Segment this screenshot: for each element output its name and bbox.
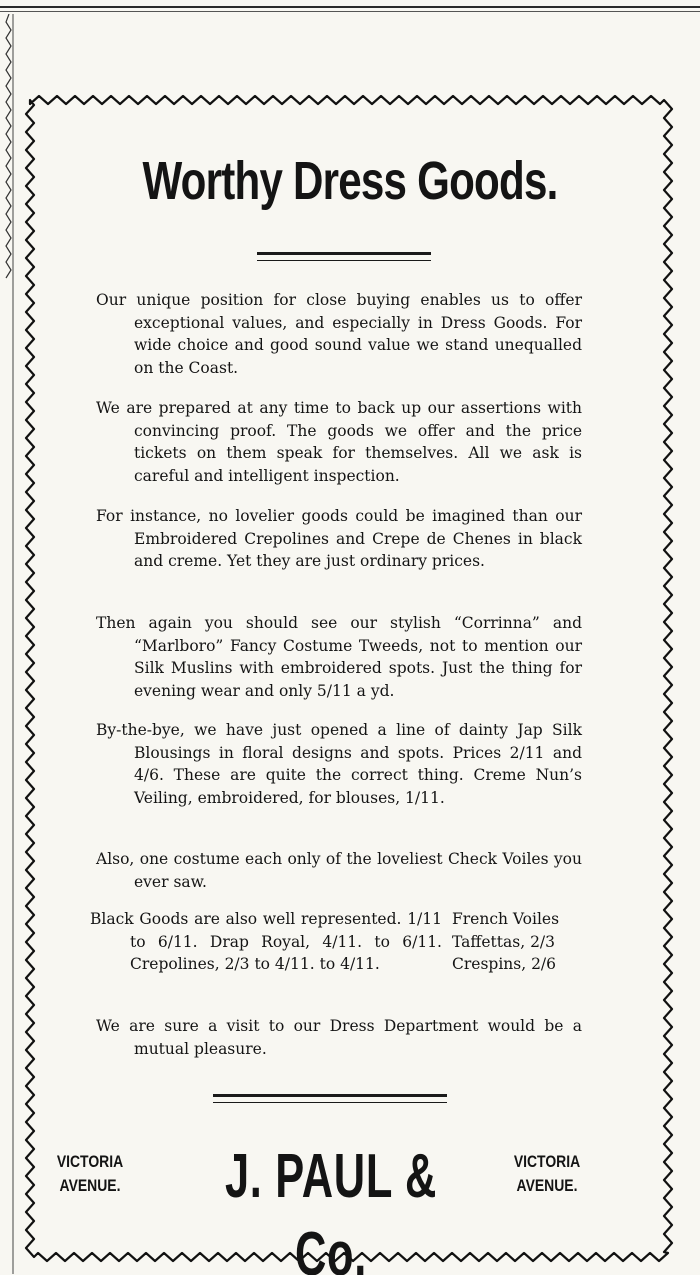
address-line: VICTORIA bbox=[513, 1152, 581, 1171]
paragraph-tweeds: Then again you should see our stylish “Corrinna” and “Marlboro” Fancy Costume Tweeds, not to mention our Silk Muslins with embroidered spots. Just the thing for evening wear and only 5/11 a yd. bbox=[96, 614, 582, 700]
paragraph-assertions: We are prepared at any time to back up our assertions with convincing proof. The goods we offer and the price tickets on them speak for themselves. All we ask is careful and intelligent inspection. bbox=[96, 399, 582, 485]
paragraph-blousings: By-the-bye, we have just opened a line of dainty Jap Silk Blousings in floral designs and spots. Prices 2/11 and 4/6. These are quite the correct thing. Creme Nun’s Veiling, embroidered, for blouses, 1/11. bbox=[96, 721, 582, 807]
paragraph-check-voiles: Also, one costume each only of the loveliest Check Voiles you ever saw. bbox=[96, 850, 582, 891]
footer-double-rule bbox=[213, 1094, 447, 1103]
price-line: French Voiles bbox=[452, 910, 560, 928]
paragraph-dress-department: We are sure a visit to our Dress Department would be a mutual pleasure. bbox=[96, 1017, 582, 1058]
price-line: Crespins, 2/6 bbox=[452, 955, 557, 973]
address-line: AVENUE. bbox=[516, 1176, 578, 1195]
address-left bbox=[49, 1150, 131, 1198]
top-column-rule bbox=[0, 6, 700, 8]
black-goods-text: Black Goods are also well represented. 1/11 to 6/11. Drap Royal, 4/11. to 6/11. Crepolines, 2/3 to 4/11. to 4/11. bbox=[90, 910, 442, 973]
company-name: J. PAUL & Co. bbox=[224, 1142, 438, 1275]
paragraph-close-buying: Our unique position for close buying enables us to offer exceptional values, and especially in Dress Goods. For wide choice and good sound value we stand unequalled on the Coast. bbox=[96, 291, 582, 377]
top-column-rule-thin bbox=[0, 11, 700, 12]
address-right bbox=[506, 1150, 588, 1198]
black-goods-price-column bbox=[452, 908, 586, 976]
headline-double-rule bbox=[257, 252, 431, 261]
address-line: AVENUE. bbox=[59, 1176, 121, 1195]
paragraph-crepolines: For instance, no lovelier goods could be imagined than our Embroidered Crepolines and Crepe de Chenes in black and creme. Yet they are just ordinary prices. bbox=[96, 507, 582, 570]
advert-headline: Worthy Dress Goods. bbox=[142, 151, 558, 211]
address-line: VICTORIA bbox=[56, 1152, 124, 1171]
advert-footer bbox=[40, 1138, 640, 1275]
adjacent-column-border bbox=[4, 14, 14, 1274]
price-line: Taffettas, 2/3 bbox=[452, 932, 556, 951]
